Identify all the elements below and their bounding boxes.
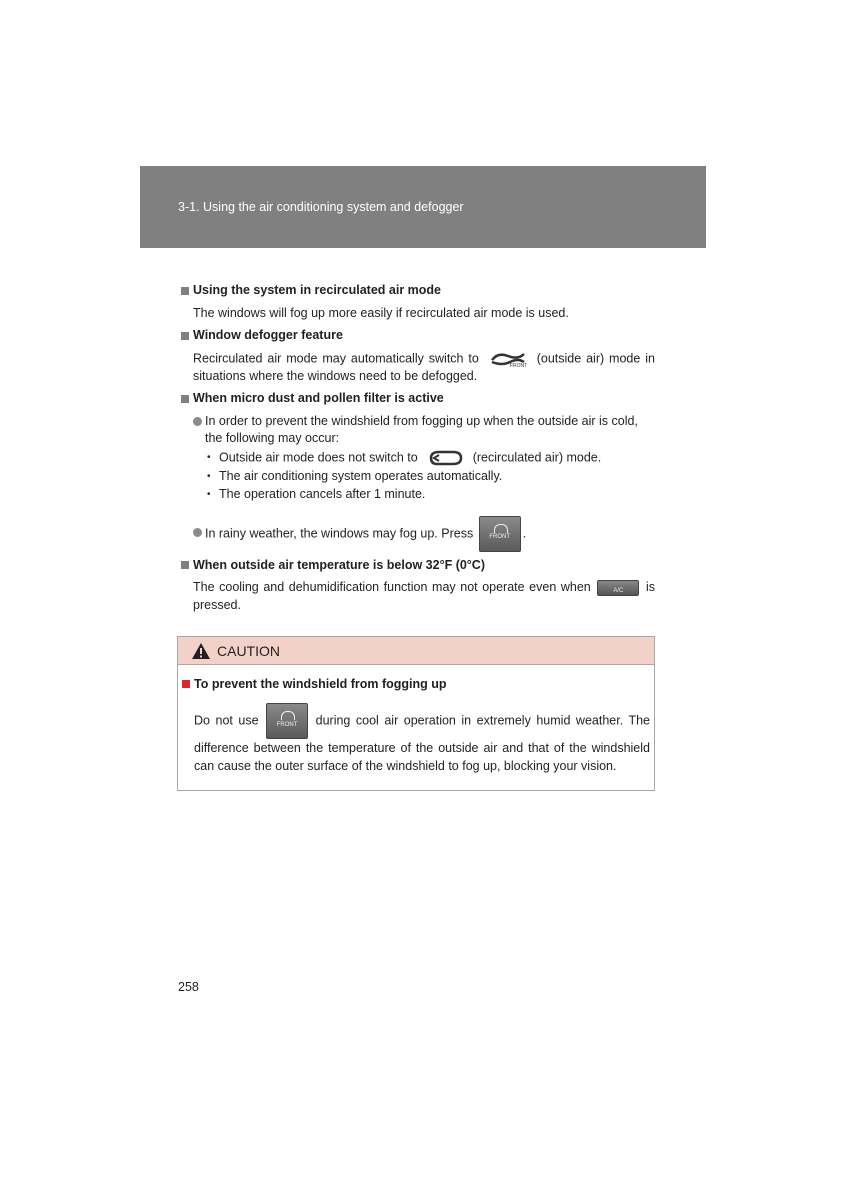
main-content [181, 277, 655, 618]
section-heading-defogger: Window defogger feature [181, 327, 655, 345]
caution-header [178, 637, 654, 665]
filter-bullet-1: In order to prevent the windshield from fogging up when the outside air is cold, the following may occur: [193, 413, 655, 448]
defogger-text: Recirculated air mode may automatically switch to FRONT (outside air) mode in situations where the windows need to be defogged. [193, 350, 655, 383]
warning-triangle-icon [191, 642, 211, 660]
filter-sub-item-2: • The air conditioning system operates automatically. [207, 468, 503, 483]
caution-box [177, 636, 655, 791]
caution-heading: To prevent the windshield from fogging up [182, 675, 650, 693]
svg-text:FRONT: FRONT [509, 362, 528, 368]
caution-body [178, 665, 654, 775]
square-bullet-icon [181, 395, 189, 403]
round-bullet-icon [193, 528, 202, 537]
recirculated-air-icon [425, 449, 465, 467]
section-heading-filter: When micro dust and pollen filter is active [181, 390, 655, 408]
square-bullet-icon [181, 287, 189, 295]
front-defogger-button-icon: FRONT [479, 516, 521, 552]
header-title: 3-1. Using the air conditioning system and defogger [178, 200, 464, 214]
filter-sub-item-3: • The operation cancels after 1 minute. [207, 487, 426, 501]
round-bullet-icon [193, 417, 202, 426]
caution-title: CAUTION [217, 642, 280, 659]
section-heading-temperature: When outside air temperature is below 32°F (0°C) [181, 557, 655, 575]
temperature-text: The cooling and dehumidification function may not operate even when A/C is pressed. [193, 580, 655, 612]
outside-air-icon [488, 350, 528, 368]
page-number: 258 [178, 980, 199, 994]
caution-text: Do not use FRONT during cool air operation in extremely humid weather. The difference between the temperature of the outside air and that of the windshield can cause the outer surface of the windshield to fog up, blocking your vision. [194, 703, 650, 775]
ac-button-icon: A/C [597, 580, 639, 596]
square-bullet-icon [181, 332, 189, 340]
section-heading-recirculated: Using the system in recirculated air mode [181, 282, 655, 300]
front-defogger-button-icon: FRONT [266, 703, 308, 739]
filter-bullet-2: In rainy weather, the windows may fog up. Press FRONT . [193, 516, 655, 552]
red-square-bullet-icon [182, 680, 190, 688]
filter-sub-item-1: • Outside air mode does not switch to (recirculated air) mode. [207, 449, 655, 467]
square-bullet-icon [181, 561, 189, 569]
section-header [140, 166, 706, 248]
recirculated-text: The windows will fog up more easily if recirculated air mode is used. [193, 305, 569, 320]
